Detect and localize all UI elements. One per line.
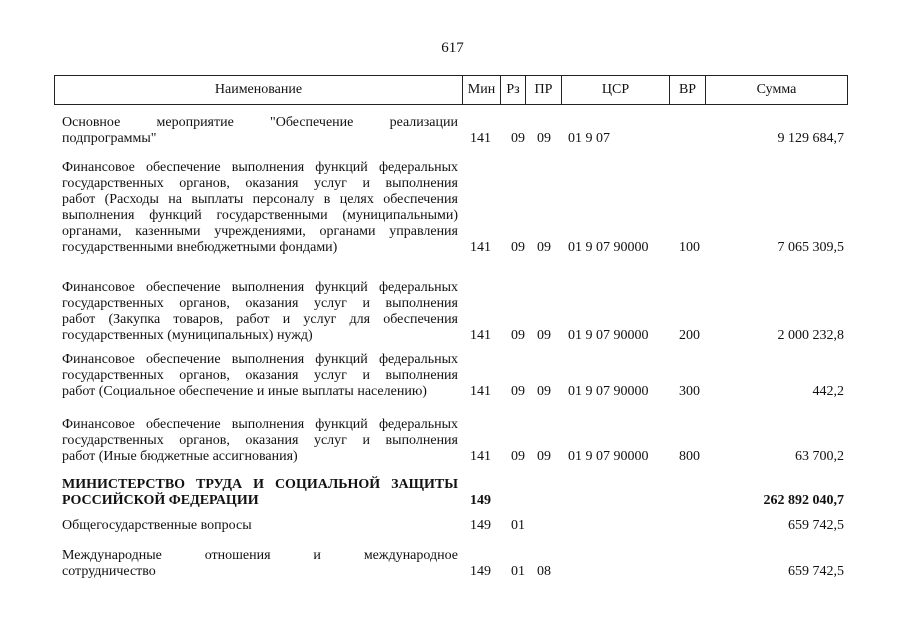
header-pr: ПР bbox=[526, 76, 562, 104]
header-sum: Сумма bbox=[706, 76, 848, 104]
cell-rz: 09 bbox=[511, 240, 525, 255]
row-name-line: Общегосударственные вопросы bbox=[62, 518, 252, 533]
cell-rz: 01 bbox=[511, 564, 525, 579]
cell-sum: 262 892 040,7 bbox=[763, 493, 844, 508]
cell-rz: 01 bbox=[511, 518, 525, 533]
cell-sum: 442,2 bbox=[812, 384, 844, 399]
row-name-line: работ (Расходы на выплаты персоналу в целях обеспечения bbox=[62, 192, 458, 207]
row-name-line: Финансовое обеспечение выполнения функций федеральных bbox=[62, 352, 458, 367]
row-name-line: Финансовое обеспечение выполнения функций федеральных bbox=[62, 160, 458, 175]
row-name-line: подпрограммы" bbox=[62, 131, 157, 146]
cell-vr: 200 bbox=[679, 328, 700, 343]
cell-min: 141 bbox=[470, 131, 491, 146]
cell-csr: 01 9 07 bbox=[568, 131, 610, 146]
header-min: Мин bbox=[463, 76, 501, 104]
cell-pr: 08 bbox=[537, 564, 551, 579]
row-name bbox=[62, 518, 458, 534]
cell-min: 141 bbox=[470, 240, 491, 255]
row-name-line: сотрудничество bbox=[62, 564, 156, 579]
cell-rz: 09 bbox=[511, 328, 525, 343]
cell-csr: 01 9 07 90000 bbox=[568, 384, 649, 399]
cell-min: 141 bbox=[470, 328, 491, 343]
cell-vr: 100 bbox=[679, 240, 700, 255]
row-name-line: Основное мероприятие "Обеспечение реализации bbox=[62, 115, 458, 130]
cell-pr: 09 bbox=[537, 240, 551, 255]
cell-vr: 300 bbox=[679, 384, 700, 399]
cell-sum: 9 129 684,7 bbox=[777, 131, 844, 146]
table-header bbox=[54, 75, 848, 105]
cell-csr: 01 9 07 90000 bbox=[568, 449, 649, 464]
cell-vr: 800 bbox=[679, 449, 700, 464]
cell-sum: 659 742,5 bbox=[788, 564, 844, 579]
cell-csr: 01 9 07 90000 bbox=[568, 240, 649, 255]
row-name-line: государственных органов, оказания услуг и выполнения bbox=[62, 296, 458, 311]
cell-sum: 659 742,5 bbox=[788, 518, 844, 533]
cell-min: 149 bbox=[470, 518, 491, 533]
row-name-line: Международные отношения и международное bbox=[62, 548, 458, 563]
cell-rz: 09 bbox=[511, 131, 525, 146]
row-name bbox=[62, 548, 458, 580]
row-name-line: государственных органов, оказания услуг и выполнения bbox=[62, 433, 458, 448]
header-rz: Рз bbox=[501, 76, 526, 104]
cell-min: 141 bbox=[470, 384, 491, 399]
row-name-line: государственных (муниципальных) нужд) bbox=[62, 328, 313, 343]
cell-sum: 63 700,2 bbox=[795, 449, 844, 464]
row-name-line: работ (Иные бюджетные ассигнования) bbox=[62, 449, 298, 464]
cell-sum: 2 000 232,8 bbox=[777, 328, 844, 343]
row-name-line: государственными внебюджетными фондами) bbox=[62, 240, 338, 255]
page-number: 617 bbox=[441, 40, 464, 56]
cell-csr: 01 9 07 90000 bbox=[568, 328, 649, 343]
row-name bbox=[62, 115, 458, 147]
row-name-line: органами, казенными учреждениями, органами управления bbox=[62, 224, 458, 239]
row-name-line: выполнения функций государственными (муниципальными) bbox=[62, 208, 458, 223]
row-name-line: работ (Закупка товаров, работ и услуг для обеспечения bbox=[62, 312, 458, 327]
row-name bbox=[62, 477, 458, 509]
header-csr: ЦСР bbox=[562, 76, 670, 104]
cell-pr: 09 bbox=[537, 384, 551, 399]
cell-min: 149 bbox=[470, 564, 491, 579]
cell-pr: 09 bbox=[537, 328, 551, 343]
cell-pr: 09 bbox=[537, 131, 551, 146]
row-name-line: работ (Социальное обеспечение и иные выплаты населению) bbox=[62, 384, 427, 399]
row-name-line: РОССИЙСКОЙ ФЕДЕРАЦИИ bbox=[62, 493, 259, 508]
row-name-line: государственных органов, оказания услуг и выполнения bbox=[62, 176, 458, 191]
cell-rz: 09 bbox=[511, 449, 525, 464]
cell-rz: 09 bbox=[511, 384, 525, 399]
row-name bbox=[62, 417, 458, 465]
row-name-line: Финансовое обеспечение выполнения функций федеральных bbox=[62, 280, 458, 295]
header-vr: ВР bbox=[670, 76, 706, 104]
row-name bbox=[62, 280, 458, 344]
cell-min: 141 bbox=[470, 449, 491, 464]
cell-sum: 7 065 309,5 bbox=[777, 240, 844, 255]
cell-min: 149 bbox=[470, 493, 491, 508]
row-name bbox=[62, 160, 458, 256]
row-name-line: МИНИСТЕРСТВО ТРУДА И СОЦИАЛЬНОЙ ЗАЩИТЫ bbox=[62, 477, 458, 492]
row-name-line: Финансовое обеспечение выполнения функций федеральных bbox=[62, 417, 458, 432]
cell-pr: 09 bbox=[537, 449, 551, 464]
header-name: Наименование bbox=[55, 76, 463, 104]
row-name-line: государственных органов, оказания услуг и выполнения bbox=[62, 368, 458, 383]
row-name bbox=[62, 352, 458, 400]
